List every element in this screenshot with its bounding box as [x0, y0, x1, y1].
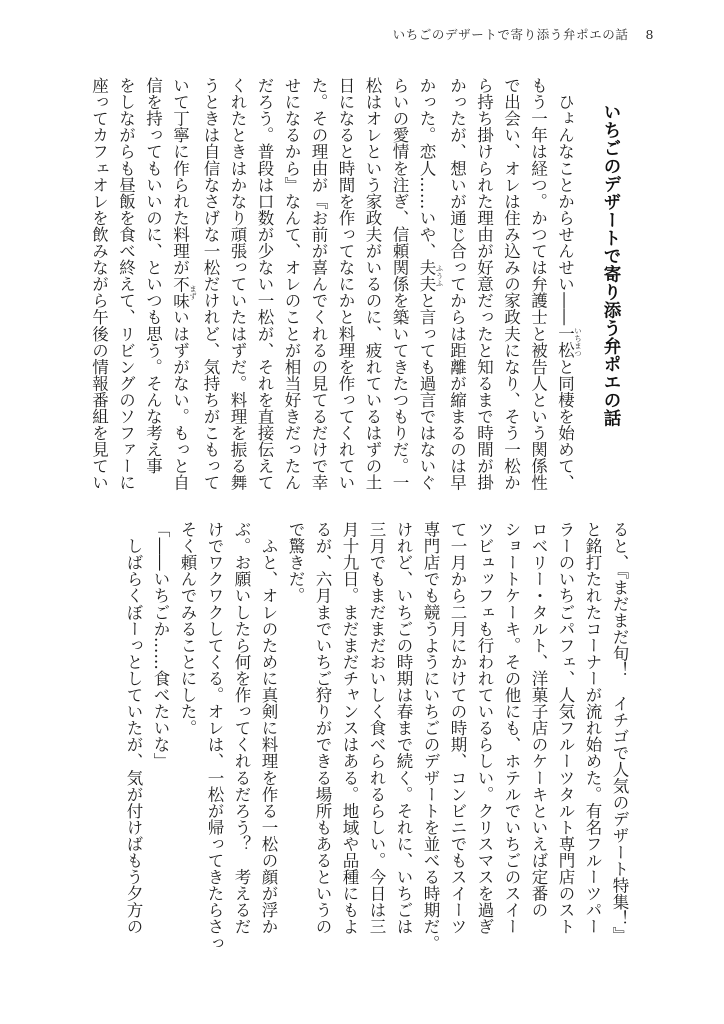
page-number: 8 — [645, 27, 654, 42]
text-line: ショートケーキ。その他にも、ホテルでいちごのスイー — [502, 521, 521, 935]
text-line: 専門店でも競うようにいちごのデザートを並べる時期だ。 — [421, 521, 440, 952]
text-line: けれど、いちごの時期は春まで続く。それに、いちごは — [394, 521, 413, 935]
text-band-bottom — [120, 521, 633, 952]
text-line: て一月から二月にかけての時期、コンビニでもスイーツ — [448, 521, 467, 935]
text-line: ツビュッフェも行われているらしい。クリスマスを過ぎ — [475, 521, 494, 935]
story-title: いちごのデザートで寄り添う弁ポエの話 — [601, 103, 621, 427]
text-band-top — [86, 77, 627, 493]
text-line: けでワクワクしてくる。オレは、一松が帰ってきたらさっ — [205, 521, 224, 952]
text-line: た。その理由が『お前が喜んでくれるの見てるだけで幸 — [309, 77, 328, 491]
text-line: しばらくぼーっとしていたが、気が付けばもう夕方の — [124, 521, 143, 935]
text-line: をしながらも昼飯を食べ終えて、リビングのソファーに — [116, 77, 136, 491]
text-line: ラーのいちごパフェ、人気フルーツタルト専門店のスト — [556, 521, 575, 935]
text-line: かったが、想いが通じ合ってからは距離が縮まるのは早 — [447, 77, 467, 491]
text-line: 日になると時間を作ってなにかと料理を作ってくれてい — [336, 77, 355, 491]
text-line: 月十九日。まだまだチャンスはある。地域や品種にもよ — [340, 521, 359, 935]
header-title: いちごのデザートで寄り添う弁ポエの話 — [392, 27, 629, 42]
band1-lines — [86, 77, 583, 493]
text-line: ると、『まだまだ旬！ イチゴで人気のデザート特集！』 — [610, 521, 629, 944]
text-line: ロベリー・タルト、洋菓子店のケーキといえば定番の — [529, 521, 548, 919]
text-line: で出会い、オレは住み込みの家政夫になり、そう一松か — [501, 77, 521, 491]
text-line: ふと、オレのために真剣に料理を作る一松の顔が浮か — [259, 521, 278, 935]
text-line: かった。恋人……いや、夫夫 ふうふと言っても過言ではないぐ — [417, 77, 444, 491]
band2-lines — [120, 521, 633, 952]
text-line: くれたときはかなり頑張っていたはずだ。料理を振る舞 — [228, 77, 247, 491]
text-line: 「――いちごか……食べたいな」 — [151, 521, 170, 770]
text-line: いて丁寧に作られた料理が不味 まずいはずがない。もっと自 — [170, 77, 198, 491]
text-line: で驚きだ。 — [286, 521, 305, 604]
page-header — [393, 25, 654, 43]
text-line: もう一年は経つ。かつては弁護士と被告人という関係性 — [528, 77, 548, 491]
text-line: 信を持ってもいいのに、といつも思う。そんな考え事 — [143, 77, 163, 475]
text-line: ひょんなことからせんせい――一松 いちまつと同棲を始めて、 — [555, 77, 583, 491]
text-line: ら持ち掛けられた理由が好意だったと知るまで時間が掛 — [474, 77, 494, 491]
text-line: だろう。普段は口数が少ない一松が、それを直接伝えて — [255, 77, 274, 491]
text-line: るが、六月までいちご狩りができる場所もあるというの — [313, 521, 332, 935]
text-line: そく頼んでみることにした。 — [178, 521, 197, 737]
text-line: らいの愛情を注ぎ、信頼関係を築いてきたつもりだ。一 — [390, 77, 409, 491]
text-line: うときは自信なさげな一松だけれど、気持ちがこもって — [201, 77, 220, 491]
text-line: 松はオレという家政夫がいるのに、疲れているはずの土 — [363, 77, 382, 491]
text-line: 座ってカフェオレを飲みながら午後の情報番組を見てい — [89, 77, 109, 491]
text-line: せになるから』なんて、オレのことが相当好きだったん — [282, 77, 301, 491]
text-line: ぶ。お願いしたら何を作ってくれるだろう？ 考えるだ — [232, 521, 251, 935]
text-line: 三月でもまだまだおいしく食べられるらしい。今日は三 — [367, 521, 386, 935]
text-line: と銘打たれたコーナーが流れ始めた。有名フルーツパー — [583, 521, 602, 935]
